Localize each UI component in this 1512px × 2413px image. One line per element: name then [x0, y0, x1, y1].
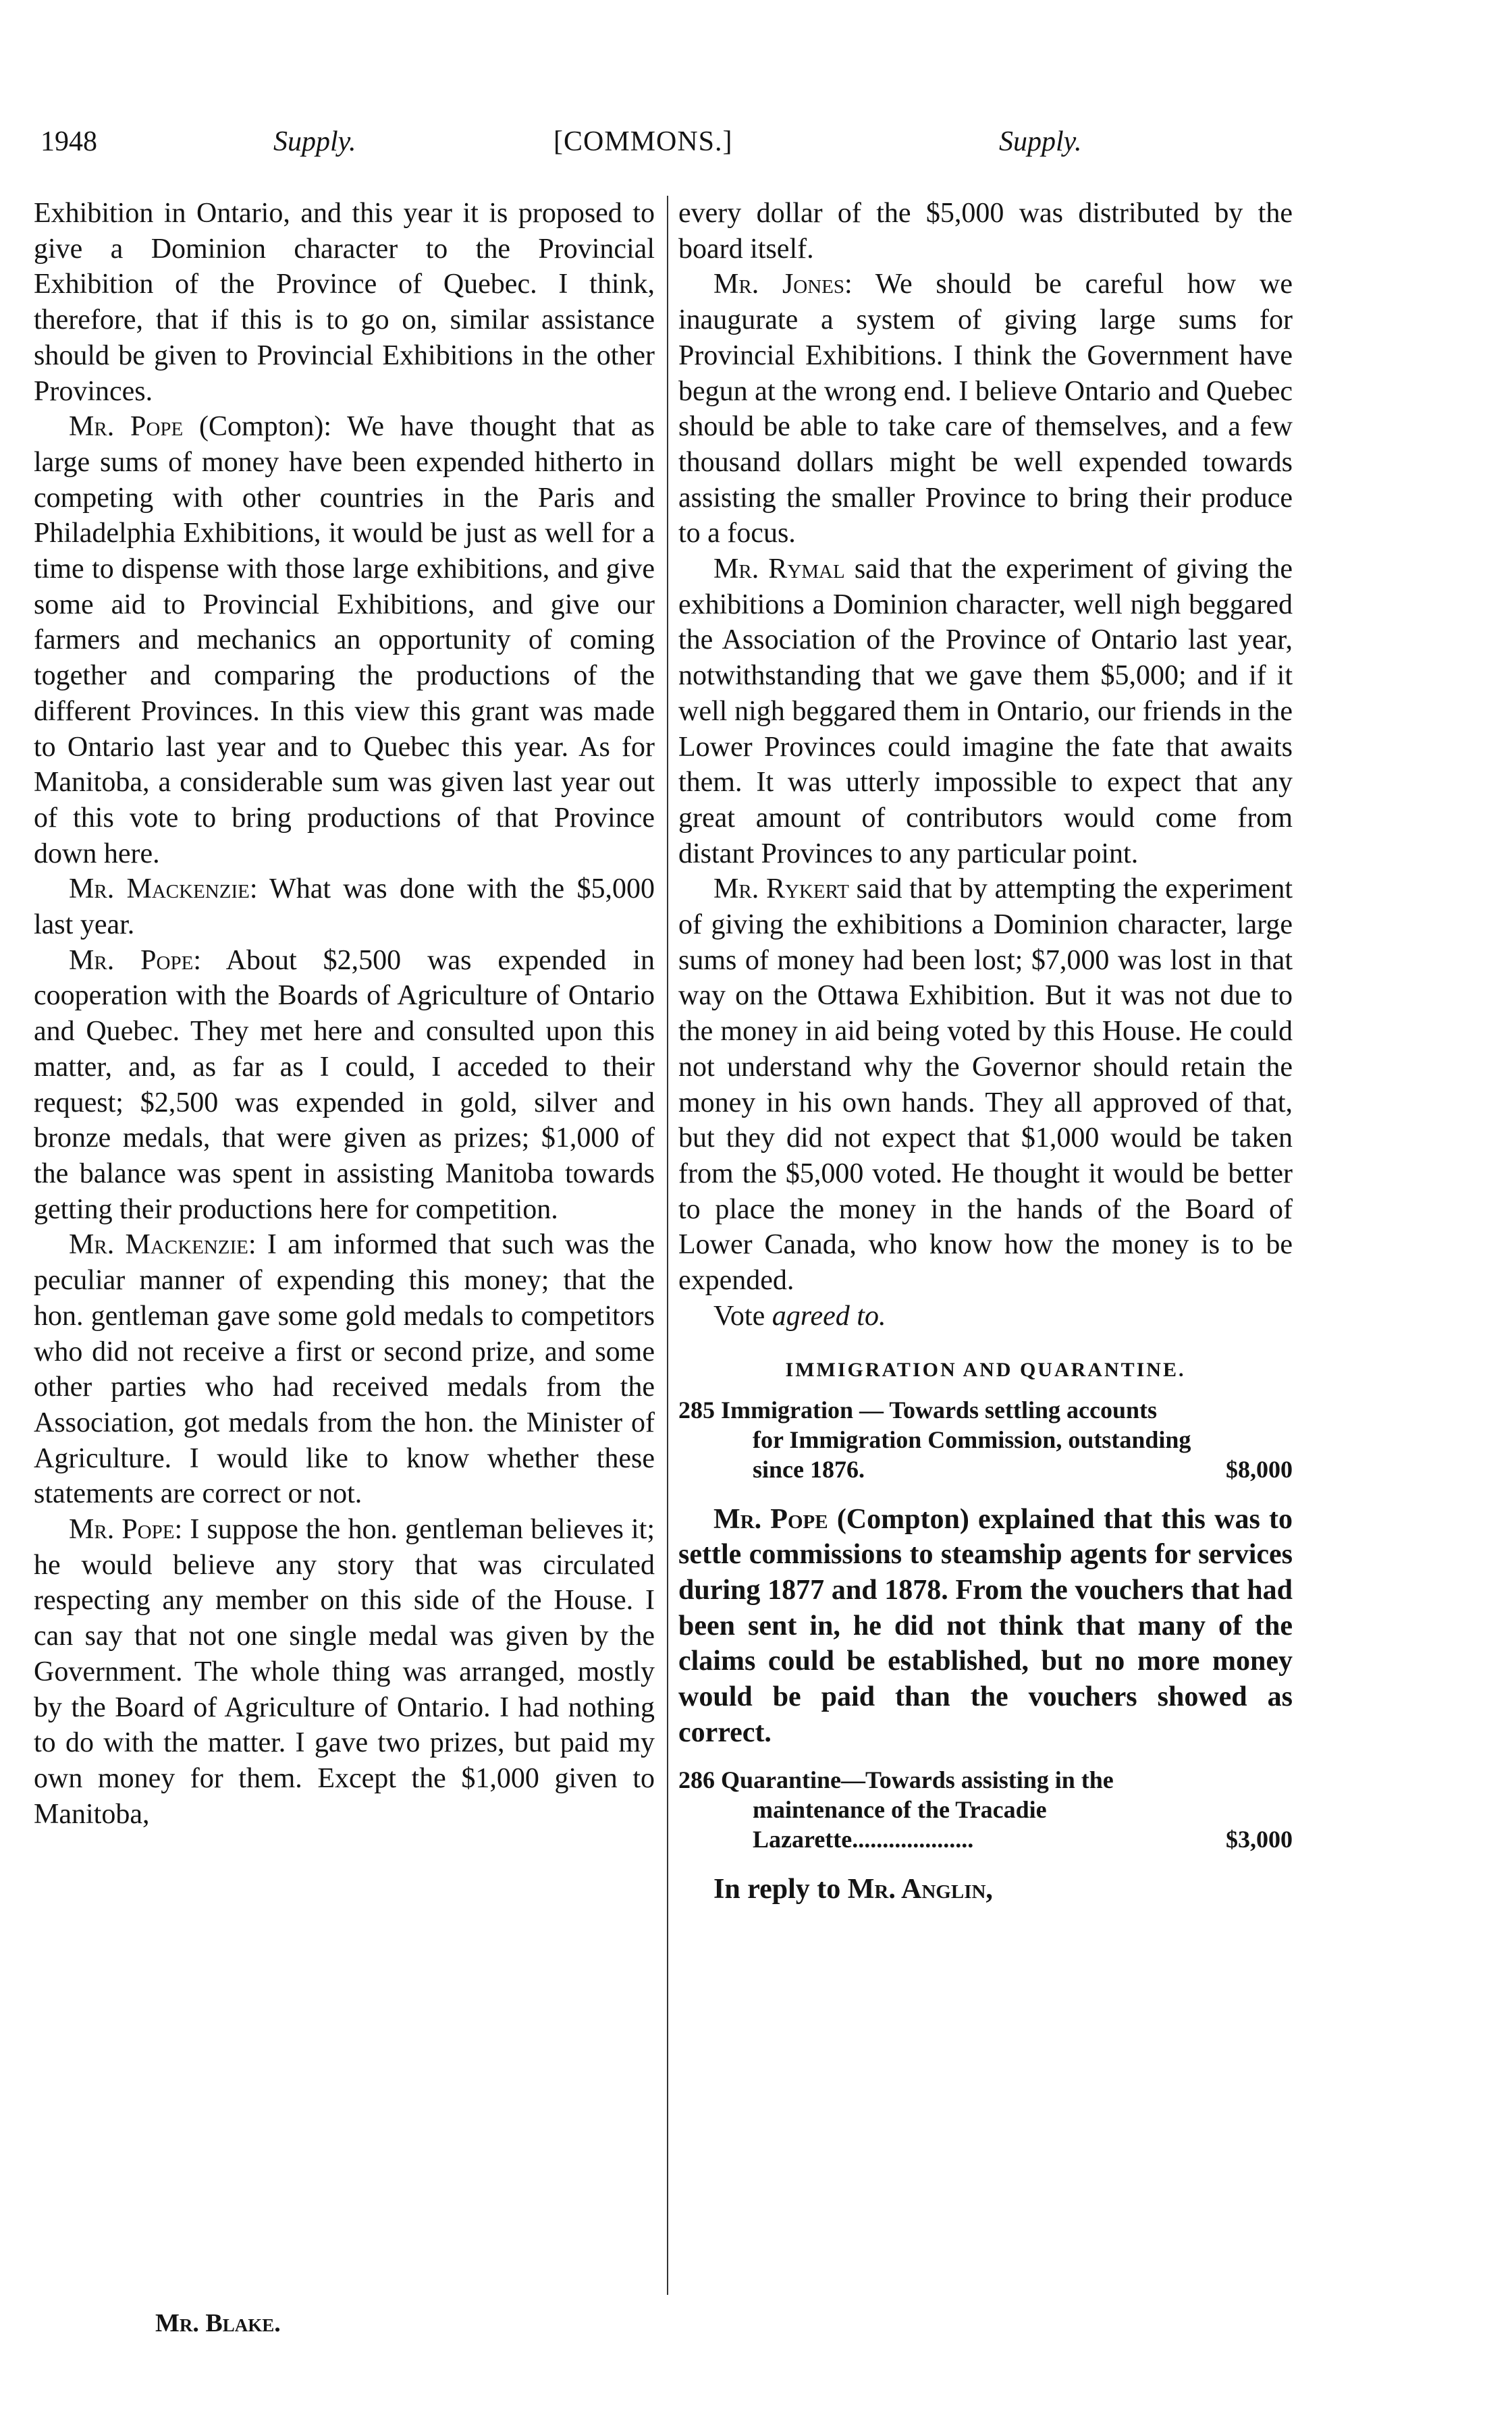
speaker-name: Mr. Mackenzie — [69, 1229, 248, 1261]
paragraph — [34, 409, 655, 871]
vote-result — [678, 1299, 1293, 1334]
paragraph — [678, 551, 1293, 871]
vote-prefix: Vote — [713, 1300, 772, 1332]
paragraph: every dollar of the $5,000 was distributed by the board itself. — [678, 198, 1293, 265]
running-title-left: Supply. — [273, 126, 356, 157]
speech-text: said that by attempting the experiment of giving the exhibitions a Dominion character, large sums of money had been lost; $7,000 was lost in that way on the Ottawa Exhibition. But it was not due to the money in aid being voted by this House. He could not understand why the Governor should retain the money in his own hands. They all approved of that, but they did not expect that $1,000 would be taken from the $5,000 voted. He thought it would be better to place the money in the hands of the Board of Lower Canada, who know how the money is to be expended. — [678, 873, 1293, 1297]
reply-prefix: In reply to — [713, 1874, 848, 1905]
left-column — [34, 196, 655, 1832]
paragraph — [678, 871, 1293, 1298]
speech-text: (Compton) explained that this was to settle commissions to steamship agents for services during 1877 and 1878. From the vouchers that had been sent in, he did not think that many of the claims could be established, but no more money would be paid than the vouchers showed as correct. — [678, 1503, 1293, 1748]
paragraph — [678, 267, 1293, 551]
item-amount: $3,000 — [1226, 1826, 1293, 1853]
vote-outcome: agreed to. — [772, 1300, 886, 1332]
speaker-name: Mr. Pope — [69, 1514, 175, 1546]
item-description: 286 Quarantine—Towards assisting in the maintenance of the Tracadie Lazarette.................... — [678, 1766, 1114, 1853]
paragraph: Exhibition in Ontario, and this year it is proposed to give a Dominion character to the Provincial Exhibition of the Province of Quebec. I think, therefore, that if this is to go on, similar assistance should be given to Provincial Exhibitions in the other Provinces. — [34, 198, 655, 407]
paragraph — [34, 871, 655, 942]
item-amount: $8,000 — [1226, 1455, 1293, 1483]
paragraph — [34, 1227, 655, 1512]
section-heading: IMMIGRATION AND QUARANTINE. — [785, 1358, 1186, 1381]
supply-item-286 — [678, 1765, 1293, 1854]
speaker-name: Mr. Rykert — [713, 873, 849, 905]
speech-text: : I am informed that such was the peculiar manner of expending this money; that the hon. gentleman gave some gold medals to competitors who did not receive a first or second prize, and some other parties who had received medals from the Association, got medals from the hon. the Minister of Agriculture. I would like to know whether these statements are correct or not. — [34, 1229, 655, 1510]
speaker-name: Mr. Pope — [69, 944, 194, 976]
speech-text: (Compton): We have thought that as large sums of money have been expended hitherto in competing with other countries in the Paris and Philadelphia Exhibitions, it would be just as well for a time to dispense with those large exhibitions, and give some aid to Provincial Exhibitions, and give our farmers and mechanics an opportunity of coming together and comparing the productions of the different Provinces. In this view this grant was made to Ontario last year and to Quebec this year. As for Manitoba, a considerable sum was given last year out of this vote to bring productions of that Province down here. — [34, 411, 655, 869]
catchword-speaker: Mr. Blake. — [155, 2309, 281, 2337]
page-header — [34, 121, 1316, 182]
speaker-name: Mr. Mackenzie — [69, 873, 250, 905]
column-divider — [667, 196, 668, 2295]
speaker-name: Mr. Rymal — [713, 553, 845, 585]
speech-text: : About $2,500 was expended in cooperation with the Boards of Agriculture of Ontario and Quebec. They met here and consulted upon this matter, and, as far as I could, I acceded to their request; $2,500 was expended in gold, silver and bronze medals, that were given as prizes; $1,000 of the balance was spent in assisting Manitoba towards getting their productions here for competition. — [34, 944, 655, 1225]
speech-text: : We should be careful how we inaugurate a system of giving large sums for Provincial Exhibitions. I think the Government have begun at the wrong end. I believe Ontario and Quebec should be able to take care of themselves, and a few thousand dollars might be well expended towards assisting the smaller Province to bring their produce to a focus. — [678, 269, 1293, 549]
right-column — [678, 196, 1293, 1907]
paragraph — [34, 943, 655, 1228]
speaker-name: Mr. Pope — [69, 411, 184, 443]
speech-text: : What was done with the $5,000 last year. — [34, 873, 655, 941]
speech-text: said that the experiment of giving the exhibitions a Dominion character, well nigh beggared the Association of the Province of Ontario last year, notwithstanding that we gave them $5,000; and if it well nigh beggared them in Ontario, our friends in the Lower Provinces could imagine the fate that awaits them. It was utterly impossible to expect that any great amount of contributors would come from distant Provinces to any particular point. — [678, 553, 1293, 869]
paragraph — [678, 1502, 1293, 1751]
hansard-page — [34, 121, 1316, 2376]
supply-item-285 — [678, 1395, 1293, 1484]
running-title-center: [COMMONS.] — [554, 126, 733, 157]
paragraph — [678, 1872, 1293, 1907]
speaker-name: Mr. Pope — [713, 1503, 828, 1535]
speaker-name: Mr. Anglin, — [847, 1874, 993, 1905]
speaker-name: Mr. Jones — [713, 269, 845, 300]
page-number: 1948 — [40, 126, 97, 157]
running-title-right: Supply. — [999, 126, 1082, 157]
speech-text: : I suppose the hon. gentleman believes it; he would believe any story that was circulated respecting any member on this side of the House. I can say that not one single medal was given by the Government. The whole thing was arranged, mostly by the Board of Agriculture of Ontario. I had nothing to do with the matter. I gave two prizes, but paid my own money for them. Except the $1,000 given to Manitoba, — [34, 1514, 655, 1830]
paragraph — [34, 1512, 655, 1832]
item-description: 285 Immigration — Towards settling accounts for Immigration Commission, outstanding since 1876. — [678, 1396, 1191, 1483]
